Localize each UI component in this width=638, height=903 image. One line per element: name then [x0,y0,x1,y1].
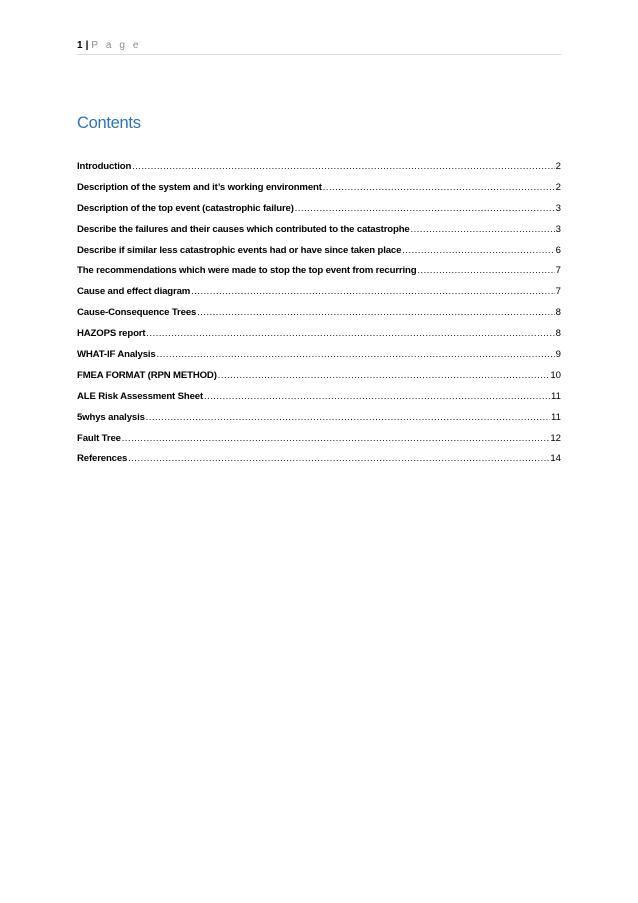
toc-entry-page: 8 [555,307,561,319]
dot-leader [218,365,550,386]
toc-entry-title: Describe if similar less catastrophic events had or have since taken place [77,244,402,256]
toc-entry-top-event[interactable] [77,198,561,219]
toc-entry-title: 5whys analysis [77,411,145,423]
dot-leader [146,407,550,428]
toc-entry-title: HAZOPS report [77,328,146,340]
toc-entry-page: 14 [550,453,561,465]
toc-entry-title: WHAT-IF Analysis [77,349,156,361]
toc-entry-title: Cause-Consequence Trees [77,307,197,319]
toc-entry-introduction[interactable] [77,156,561,177]
toc-entry-title: ALE Risk Assessment Sheet [77,390,203,402]
dot-leader [122,428,550,449]
toc-entry-page: 2 [555,181,561,193]
toc-entry-recommendations[interactable] [77,260,561,281]
dot-leader [132,156,555,177]
toc-entry-similar-events[interactable] [77,240,561,261]
toc-entry-references[interactable] [77,448,561,469]
toc-entry-title: Description of the system and it’s working environment [77,181,322,193]
toc-entry-system-description[interactable] [77,177,561,198]
header-separator: | [85,40,89,51]
dot-leader [323,177,555,198]
toc-entry-hazops[interactable] [77,323,561,344]
toc-entry-page: 9 [555,349,561,361]
toc-entry-fmea[interactable] [77,365,561,386]
dot-leader [204,386,550,407]
toc-entry-title: References [77,453,128,465]
toc-entry-page: 7 [555,286,561,298]
page-header [77,40,561,55]
table-of-contents [77,156,561,469]
toc-entry-5whys[interactable] [77,407,561,428]
toc-entry-page: 6 [555,244,561,256]
dot-leader [411,219,555,240]
toc-entry-ale-risk[interactable] [77,386,561,407]
toc-entry-fault-tree[interactable] [77,428,561,449]
toc-entry-page: 3 [555,202,561,214]
dot-leader [295,198,555,219]
dot-leader [417,260,554,281]
page-number: 1 [77,40,83,51]
page-label: P a g e [91,40,142,51]
toc-entry-page: 2 [555,161,561,172]
dot-leader [157,344,555,365]
dot-leader [197,302,554,323]
toc-entry-title: Introduction [77,161,132,172]
toc-entry-title: Describe the failures and their causes which contributed to the catastrophe [77,223,410,235]
toc-entry-page: 3 [555,223,561,235]
toc-entry-page: 11 [551,390,561,402]
dot-leader [128,448,549,469]
toc-entry-failures-causes[interactable] [77,219,561,240]
contents-heading: Contents [77,114,141,132]
toc-entry-title: The recommendations which were made to stop the top event from recurring [77,265,417,277]
dot-leader [402,240,554,261]
toc-entry-page: 7 [555,265,561,277]
toc-entry-title: Cause and effect diagram [77,286,191,298]
toc-entry-page: 11 [551,411,561,423]
toc-entry-title: FMEA FORMAT (RPN METHOD) [77,369,217,381]
toc-entry-what-if[interactable] [77,344,561,365]
dot-leader [191,281,554,302]
toc-entry-cause-consequence[interactable] [77,302,561,323]
toc-entry-title: Description of the top event (catastrophic failure) [77,202,294,214]
toc-entry-title: Fault Tree [77,432,121,444]
toc-entry-page: 12 [550,432,561,444]
toc-entry-cause-effect[interactable] [77,281,561,302]
toc-entry-page: 8 [555,328,561,340]
toc-entry-page: 10 [550,369,561,381]
dot-leader [146,323,554,344]
